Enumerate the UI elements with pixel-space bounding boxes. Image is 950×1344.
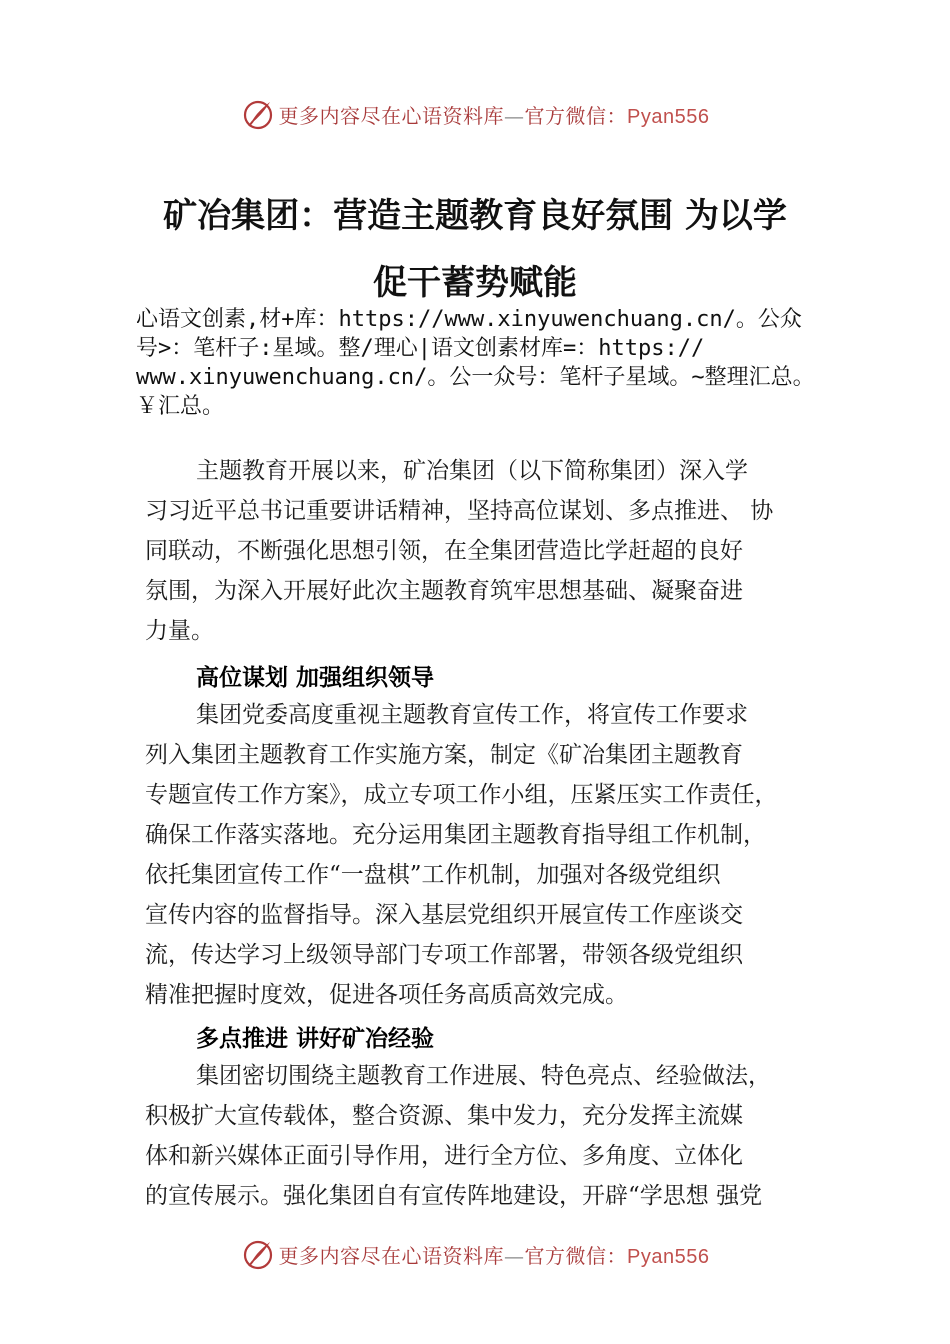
section-heading: 高位谋划 加强组织领导 [196,665,435,691]
section2-line: 集团密切围绕主题教育工作进展、特色亮点、经验做法， [196,1063,771,1089]
section-heading: 多点推进 讲好矿冶经验 [196,1026,435,1052]
document-title-line-2: 促干蓄势赋能 [373,263,577,303]
wechat-label: 官方微信： [524,1243,628,1268]
source-line: ￥汇总。 [136,394,225,419]
section2-line: 体和新兴媒体正面引导作用，进行全方位、多角度、立体化 [145,1143,743,1169]
section1-line: 专题宣传工作方案》，成立专项工作小组，压紧压实工作责任， [145,782,778,808]
quill-logo-icon [241,1237,275,1271]
section2-line: 积极扩大宣传载体，整合资源、集中发力，充分发挥主流媒 [145,1103,743,1129]
section1-line: 依托集团宣传工作“一盘棋”工作机制，加强对各级党组织 [145,862,721,888]
section1-line: 流，传达学习上级领导部门专项工作部署，带领各级党组织 [145,942,743,968]
intro-line: 力量。 [145,618,214,644]
source-line: www.xinyuwenchuang.cn/。公一众号：笔杆子星域。~整理汇总。 [136,365,815,390]
section1-line: 集团党委高度重视主题教育宣传工作，将宣传工作要求 [196,702,748,728]
intro-line: 同联动，不断强化思想引领，在全集团营造比学赶超的良好 [145,538,743,564]
banner-dash: — [504,103,525,128]
quill-logo-icon [241,97,275,131]
section1-line: 精准把握时度效，促进各项任务高质高效完成。 [145,982,628,1008]
wechat-id: Pyan556 [627,1245,710,1268]
banner-text: 更多内容尽在心语资料库 [278,103,505,128]
section1-line: 宣传内容的监督指导。深入基层党组织开展宣传工作座谈交 [145,902,743,928]
document-title-line-1: 矿冶集团：营造主题教育良好氛围 为以学 [163,196,787,236]
banner-dash: — [504,1243,525,1268]
intro-line: 氛围，为深入开展好此次主题教育筑牢思想基础、凝聚奋进 [145,578,743,604]
wechat-id: Pyan556 [627,105,710,128]
source-line: 号>：笔杆子:星域。整/理心|语文创素材库=：https:// [136,336,705,361]
footer-banner [0,1234,950,1274]
section2-line: 的宣传展示。强化集团自有宣传阵地建设，开辟“学思想 强党 [145,1183,763,1209]
intro-line: 主题教育开展以来，矿冶集团（以下简称集团）深入学 [196,458,748,484]
banner-text: 更多内容尽在心语资料库 [278,1243,505,1268]
intro-line: 习习近平总书记重要讲话精神，坚持高位谋划、多点推进、 协 [145,498,774,524]
source-line: 心语文创素,材+库：https://www.xinyuwenchuang.cn/。公众 [136,307,802,332]
section1-line: 确保工作落实落地。充分运用集团主题教育指导组工作机制， [145,822,766,848]
header-banner [0,94,950,134]
section1-line: 列入集团主题教育工作实施方案，制定《矿冶集团主题教育 [145,742,743,768]
wechat-label: 官方微信： [524,103,628,128]
